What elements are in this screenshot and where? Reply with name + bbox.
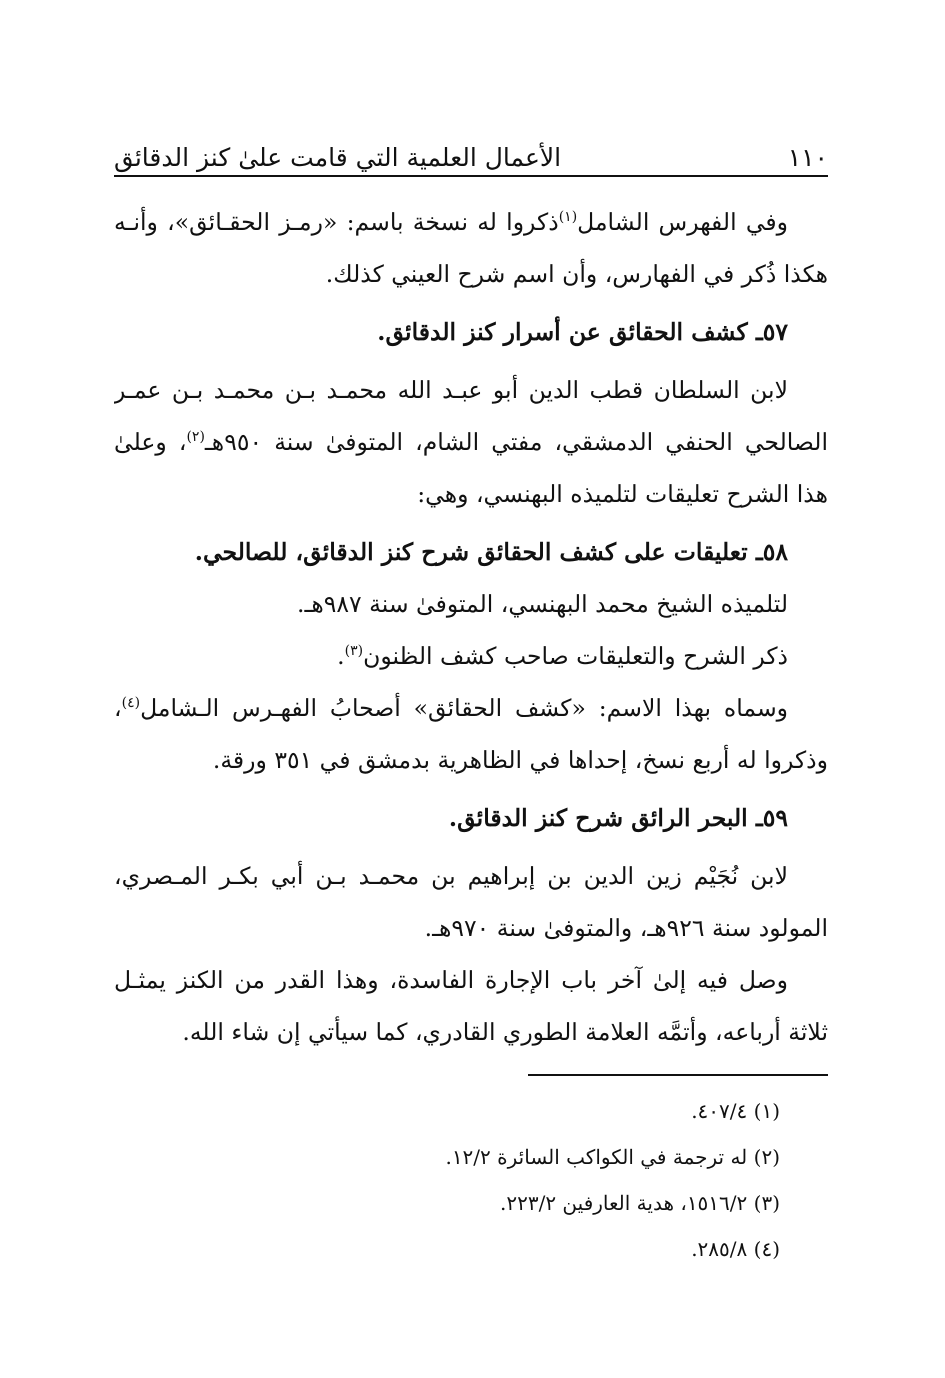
- footnote-rule: [528, 1074, 828, 1076]
- footnote-item: (٢) له ترجمة في الكواكب السائرة ١٢/٢.: [445, 1145, 780, 1169]
- page-number: ١١٠: [787, 143, 828, 172]
- paragraph-line: وفي الفهرس الشامل$^{(١)}$ذكروا له نسخة باسم: «رمـز الحقـائق»، وأنـه: [114, 208, 788, 236]
- footnote-item: (١) ٤٠٧/٤.: [691, 1099, 780, 1123]
- entry-heading-58: ٥٨ـ تعليقات على كشف الحقائق شرح كنز الدقائق، للصالحي.: [194, 538, 788, 566]
- paragraph-line: لتلميذه الشيخ محمد البهنسي، المتوفىٰ سنة ٩٨٧هـ.: [297, 590, 788, 618]
- entry-heading-59: ٥٩ـ البحر الرائق شرح كنز الدقائق.: [448, 804, 788, 832]
- footnote-item: (٣) ١٥١٦/٢، هدية العارفين ٢٢٣/٢.: [500, 1191, 780, 1215]
- paragraph-line: ثلاثة أرباعه، وأتمَّه العلامة الطوري القادري، كما سيأتي إن شاء الله.: [182, 1018, 828, 1046]
- running-header: [114, 128, 828, 172]
- paragraph-line: هذا الشرح تعليقات لتلميذه البهنسي، وهي:: [417, 480, 828, 508]
- footnotes: [114, 1088, 828, 1272]
- paragraph-line: وصل فيه إلىٰ آخر باب الإجارة الفاسدة، وهذا القدر من الكنز يمثـل: [114, 966, 788, 994]
- entry-heading-57: ٥٧ـ كشف الحقائق عن أسرار كنز الدقائق.: [377, 318, 788, 346]
- header-rule: [114, 175, 828, 177]
- running-title: الأعمال العلمية التي قامت علىٰ كنز الدقائق: [114, 143, 562, 172]
- paragraph-line: الصالحي الحنفي الدمشقي، مفتي الشام، المتوفىٰ سنة ٩٥٠هـ$^{(٢)}$، وعلىٰ: [114, 428, 828, 456]
- paragraph-line: ذكر الشرح والتعليقات صاحب كشف الظنون$^{(٣)}$.: [337, 642, 788, 670]
- main-text: [114, 196, 828, 1058]
- paragraph-line: هكذا ذُكر في الفهارس، وأن اسم شرح العيني كذلك.: [325, 260, 828, 288]
- paragraph-line: وسماه بهذا الاسم: «كشف الحقائق» أصحابُ الفهـرس الـشامل$^{(٤)}$،: [114, 694, 788, 722]
- paragraph-line: لابن السلطان قطب الدين أبو عبـد الله محمـد بـن محمـد بـن عمـر: [114, 376, 788, 404]
- footnote-ref: (٤): [121, 695, 141, 711]
- footnote-ref: (٣): [344, 643, 364, 659]
- footnote-ref: (١): [558, 209, 578, 225]
- paragraph-line: لابن نُجَيْم زين الدين بن إبراهيم بن محمـد بـن أبي بكـر المـصري،: [114, 862, 788, 890]
- paragraph-line: وذكروا له أربع نسخ، إحداها في الظاهرية بدمشق في ٣٥١ ورقة.: [212, 746, 828, 774]
- paragraph-line: المولود سنة ٩٢٦هـ، والمتوفىٰ سنة ٩٧٠هـ.: [424, 914, 828, 942]
- footnote-item: (٤) ٢٨٥/٨.: [691, 1237, 780, 1261]
- footnote-ref: (٢): [186, 429, 205, 445]
- book-page: [114, 0, 828, 1378]
